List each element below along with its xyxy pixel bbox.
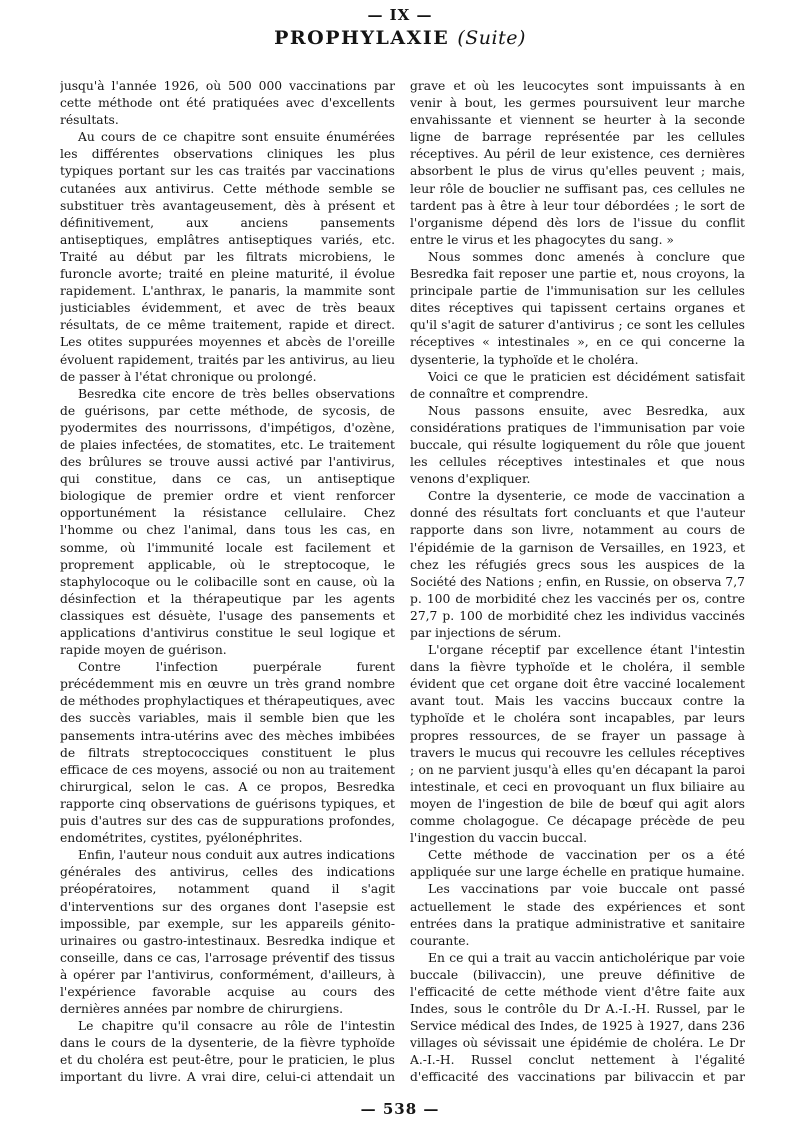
paragraph: En ce qui a trait au vaccin anticholérique par voie buccale (bilivaccin), une preuve définitive de l'efficacité de cette méthode vient d'être faite aux Indes, sous le contrôle du Dr A.-I.-H. Russel, par le Service médical des Indes, de 1925 à 1927, dans 236 villages où sévissait une épidémie de choléra. Le Dr A.-I.-H. Russel conclut nettement à l'égalité d'efficacité des vaccinations par bilivaccin et par bbox=[410, 950, 745, 1085]
right-column bbox=[410, 78, 745, 1088]
paragraph: Contre l'infection puerpérale furent précédemment mis en œuvre un très grand nombre de méthodes prophylactiques et thérapeutiques, avec des succès variables, mais il semble bien que les pansements intra-utérins avec des mèches imbibées de filtrats streptococciques constituent le plus efficace de ces moyens, associé ou non au traitement chirurgical, selon le cas. A ce propos, Besredka rapporte cinq observations de guérisons typiques, et puis d'autres sur des cas de suppurations profondes, endométrites, cystites, pyélonéphrites. bbox=[60, 660, 395, 846]
paragraph: Nous passons ensuite, avec Besredka, aux considérations pratiques de l'immunisation par voie buccale, qui résulte logiquement du rôle que jouent les cellules réceptives intestinales et que nous venons d'expliquer. bbox=[410, 403, 745, 487]
paragraph: Les vaccinations par voie buccale ont passé actuellement le stade des expériences et sont entrées dans la pratique administrative et sanitaire courante. bbox=[410, 882, 745, 948]
page-title bbox=[0, 27, 800, 49]
paragraph: grave et où les leucocytes sont impuissants à en venir à bout, les germes poursuivent leur marche envahissante et viennent se heurter à la seconde ligne de barrage représentée par les cellules réceptives. Au péril de leur existence, ces dernières absorbent le plus de virus qu'elles peuvent ; mais, leur rôle de bouclier ne suffisant pas, ces cellules ne tardent pas à être à leur tour débordées ; le sort de l'organisme dépend dès lors de l'issue du conflit entre le virus et les phagocytes du sang. » bbox=[410, 79, 745, 247]
title-main: PROPHYLAXIE bbox=[274, 27, 450, 49]
left-column bbox=[60, 78, 395, 1088]
paragraph: Contre la dysenterie, ce mode de vaccination a donné des résultats fort concluants et que l'auteur rapporte dans son livre, notamment au cours de l'épidémie de la garnison de Versailles, en 1923, et chez les réfugiés grecs sous les auspices de la Société des Nations ; enfin, en Russie, on observa 7,7 p. 100 de morbidité chez les vaccinés per os, contre 27,7 p. 100 de morbidité chez les individus vaccinés par injections de sérum. bbox=[410, 489, 745, 640]
title-suffix: (Suite) bbox=[457, 27, 526, 49]
roman-page-number: — IX — bbox=[367, 6, 433, 24]
paragraph: Nous sommes donc amenés à conclure que Besredka fait reposer une partie et, nous croyons, la principale partie de l'immunisation sur les cellules dites réceptives qui tapissent certains organes et qu'il s'agit de saturer d'antivirus ; ce sont les cellules réceptives « intestinales », en ce qui concerne la dysenterie, la typhoïde et le choléra. bbox=[410, 249, 745, 367]
paragraph: L'organe réceptif par excellence étant l'intestin dans la fièvre typhoïde et le choléra, il semble évident que cet organe doit être vacciné localement avant tout. Mais les vaccins buccaux contre la typhoïde et le choléra sont incapables, par leurs propres ressources, de se frayer un passage à travers le mucus qui recouvre les cellules réceptives ; on ne parvient jusqu'à elles qu'en décapant la paroi intestinale, et ceci en provoquant un flux biliaire au moyen de l'ingestion de bile de bœuf qui agit alors comme cholagogue. Ce décapage précède de peu l'ingestion du vaccin buccal. bbox=[410, 643, 745, 846]
paragraph: Le chapitre qu'il consacre au rôle de l'intestin dans le cours de la dysenterie, de la fièvre typhoïde et du choléra est peut-être, pour le praticien, le plus important du livre. A vrai dire, celui-ci attendait un bbox=[60, 1019, 395, 1085]
paragraph: Voici ce que le praticien est décidément satisfait de connaître et comprendre. bbox=[410, 369, 745, 401]
paragraph: Besredka cite encore de très belles observations de guérisons, par cette méthode, de sycosis, de pyodermites des nourrissons, d'impétigos, d'ozène, de plaies infectées, de stomatites, etc. Le traitement des brûlures se trouve aussi activé par l'antivirus, qui constitue, dans ce cas, un antiseptique biologique de premier ordre et vient renforcer opportunément la résistance cellulaire. Chez l'homme ou chez l'animal, dans tous les cas, en somme, où l'immunité locale est facilement et proprement applicable, où le streptocoque, le staphylocoque ou le colibacille sont en cause, où la désinfection et la thérapeutique par les agents classiques est désuète, l'usage des pansements et applications d'antivirus constitue le seul logique et rapide moyen de guérison. bbox=[60, 386, 395, 658]
paragraph: Au cours de ce chapitre sont ensuite énumérées les différentes observations cliniques les plus typiques portant sur les cas traités par vaccinations cutanées aux antivirus. Cette méthode semble se substituer très avantageusement, dès à présent et définitivement, aux anciens pansements antiseptiques, emplâtres antiseptiques variés, etc. Traité au début par les filtrats microbiens, le furoncle avorte; traité en pleine maturité, il évolue rapidement. L'anthrax, le panaris, la mammite sont justiciables évidemment, et avec de très beaux résultats, de ce même traitement, rapide et direct. Les otites suppurées moyennes et abcès de l'oreille évoluent rapidement, traités par les antivirus, au lieu de passer à l'état chronique ou prolongé. bbox=[60, 130, 395, 384]
paragraph: jusqu'à l'année 1926, où 500 000 vaccinations par cette méthode ont été pratiquées avec d'excellents résultats. bbox=[60, 79, 395, 128]
paragraph: Cette méthode de vaccination per os a été appliquée sur une large échelle en pratique humaine. bbox=[410, 848, 745, 880]
page-number: — 538 — bbox=[360, 1100, 440, 1118]
paragraph: Enfin, l'auteur nous conduit aux autres indications générales des antivirus, celles des indications préopératoires, notamment quand il s'agit d'interventions sur des organes dont l'asepsie est impossible, par exemple, sur les appareils génito-urinaires ou gastro-intestinaux. Besredka indique et conseille, dans ce cas, l'arrosage préventif des tissus à opérer par l'antivirus, conformément, d'ailleurs, à l'expérience favorable acquise au cours des dernières années par nombre de chirurgiens. bbox=[60, 848, 395, 1017]
